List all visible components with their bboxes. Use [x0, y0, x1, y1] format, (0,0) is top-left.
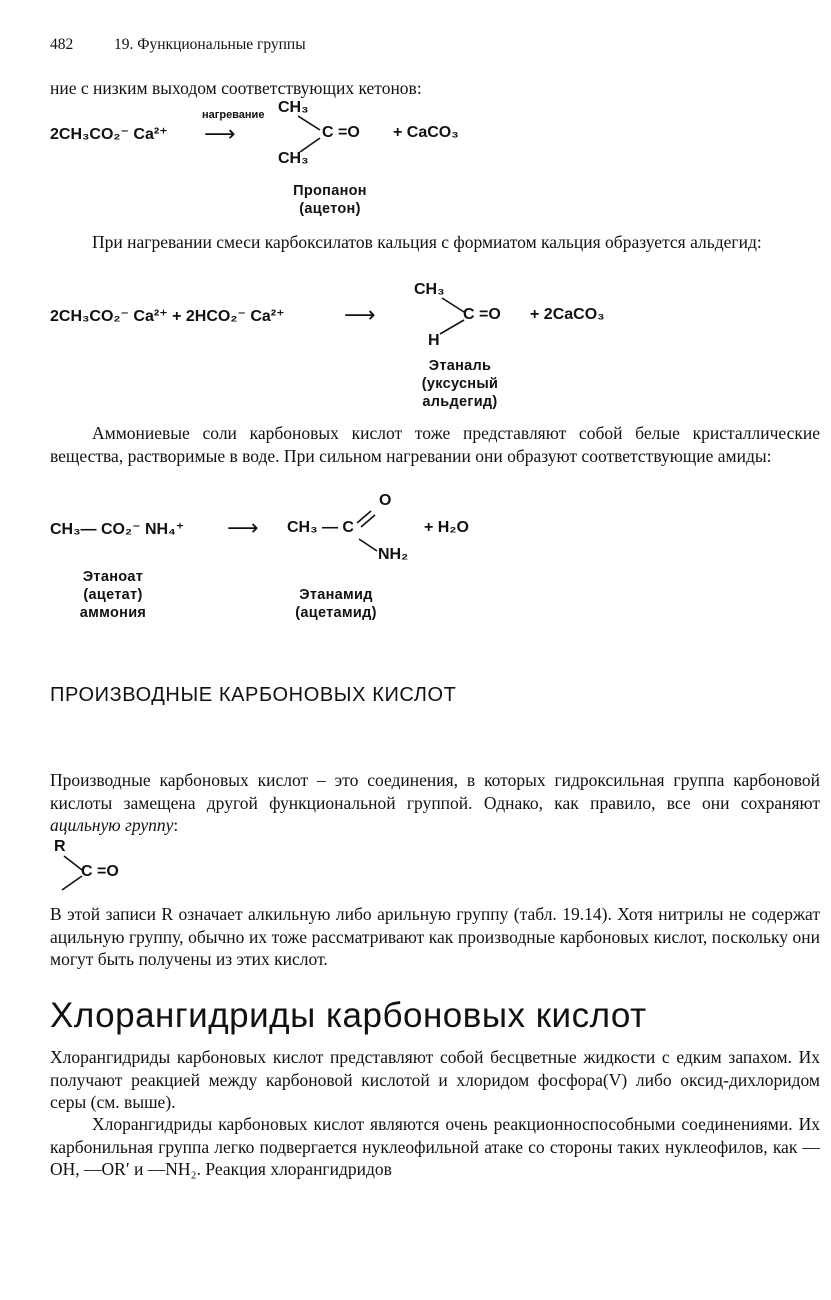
reaction3-product-left: CH₃ — C	[287, 519, 354, 536]
page-number: 482	[50, 36, 74, 53]
acyl-group-term: ацильную группу	[50, 815, 174, 835]
reaction2-byproduct: + 2CaCO₃	[530, 306, 605, 323]
reaction2-product-name-line2: (уксусный	[421, 376, 499, 392]
paragraph-5: Хлорангидриды карбоновых кислот представляют собой бесцветные жидкости с едким запахом. Их получают реакцией между карбоновой кислотой и хлоридом фосфора(V) либо оксид-дихлоридом серы (см. выше).	[50, 1047, 820, 1112]
paragraph-6: Хлорангидриды карбоновых кислот являются очень реакционноспособными соединениями. Их карбонильная группа легко подвергается нуклеофильной атаке со стороны таких нуклеофилов, как —OH, —OR′ и —NH₂. Реакция хлорангидридов	[50, 1114, 820, 1179]
reaction3-reactant-name-line3: аммония	[79, 605, 147, 621]
reaction2-reactant: 2CH₃CO₂⁻ Ca²⁺ + 2HCO₂⁻ Ca²⁺	[50, 308, 285, 325]
reaction3-oxygen: O	[379, 492, 392, 509]
reaction3-product-name-line1: Этанамид	[299, 587, 373, 603]
reaction2-product-name-line1: Этаналь	[428, 358, 492, 374]
reaction3-reactant: CH₃— CO₂⁻ NH₄⁺	[50, 521, 185, 538]
reaction1-product-name	[270, 182, 390, 218]
reaction3-product-name	[276, 586, 396, 622]
reaction1-carbonyl: C =O	[322, 124, 360, 141]
reaction2-bottom-group: H	[428, 332, 440, 349]
reaction2-product-name	[400, 357, 520, 411]
paragraph-1: При нагревании смеси карбоксилатов кальция с формиатом кальция образуется альдегид:	[92, 232, 762, 252]
reaction3-product-name-line2: (ацетамид)	[295, 605, 377, 621]
reaction1-product-name-line1: Пропанон	[293, 183, 367, 199]
reaction2-arrow: ⟶	[344, 302, 376, 327]
reaction3-reactant-name-line2: (ацетат)	[83, 587, 143, 603]
reaction1-product-name-line2: (ацетон)	[299, 201, 361, 217]
reaction3-byproduct: + H₂O	[424, 519, 469, 536]
acyl-r-label: R	[54, 838, 66, 855]
paragraph-3	[50, 769, 820, 837]
paragraph-4: В этой записи R означает алкильную либо арильную группу (табл. 19.14). Хотя нитрилы не содержат ацильную группу, обычно их тоже рассматривают как производные карбоновых кислот, поскольку они могут быть получены из этих кислот.	[50, 904, 820, 969]
reaction1-byproduct: + CaCO₃	[393, 124, 459, 141]
chapter-subheading: Хлорангидриды карбоновых кислот	[50, 996, 647, 1035]
reaction1-bottom-group: CH₃	[278, 150, 309, 167]
reaction1-reactant: 2CH₃CO₂⁻ Ca²⁺	[50, 126, 168, 143]
reaction1-top-group: CH₃	[278, 99, 309, 116]
reaction3-reactant-name-line1: Этаноат	[82, 569, 144, 585]
reaction1-condition: нагревание	[202, 109, 265, 121]
reaction2-carbonyl: C =O	[463, 306, 501, 323]
intro-line: ние с низким выходом соответствующих кетонов:	[50, 78, 422, 98]
section-heading: ПРОИЗВОДНЫЕ КАРБОНОВЫХ КИСЛОТ	[50, 684, 457, 706]
reaction3-reactant-name	[58, 568, 168, 622]
paragraph-3-text: Производные карбоновых кислот – это соединения, в которых гидроксильная группа карбоновой кислоты замещена другой функциональной группой. Однако, как правило, все они сохраняют	[50, 770, 820, 813]
paragraph-3-colon: :	[173, 815, 179, 835]
reaction3-arrow: ⟶	[227, 515, 259, 540]
reaction3-amine: NH₂	[378, 546, 409, 563]
reaction2-product-name-line3: альдегид)	[422, 394, 498, 410]
running-header: 19. Функциональные группы	[114, 36, 306, 53]
paragraph-2: Аммониевые соли карбоновых кислот тоже представляют собой белые кристаллические вещества, растворимые в воде. При сильном нагревании они образуют соответствующие амиды:	[50, 423, 820, 466]
acyl-carbonyl: C =O	[81, 863, 119, 880]
reaction2-top-group: CH₃	[414, 281, 445, 298]
reaction1-arrow: ⟶	[204, 121, 236, 146]
